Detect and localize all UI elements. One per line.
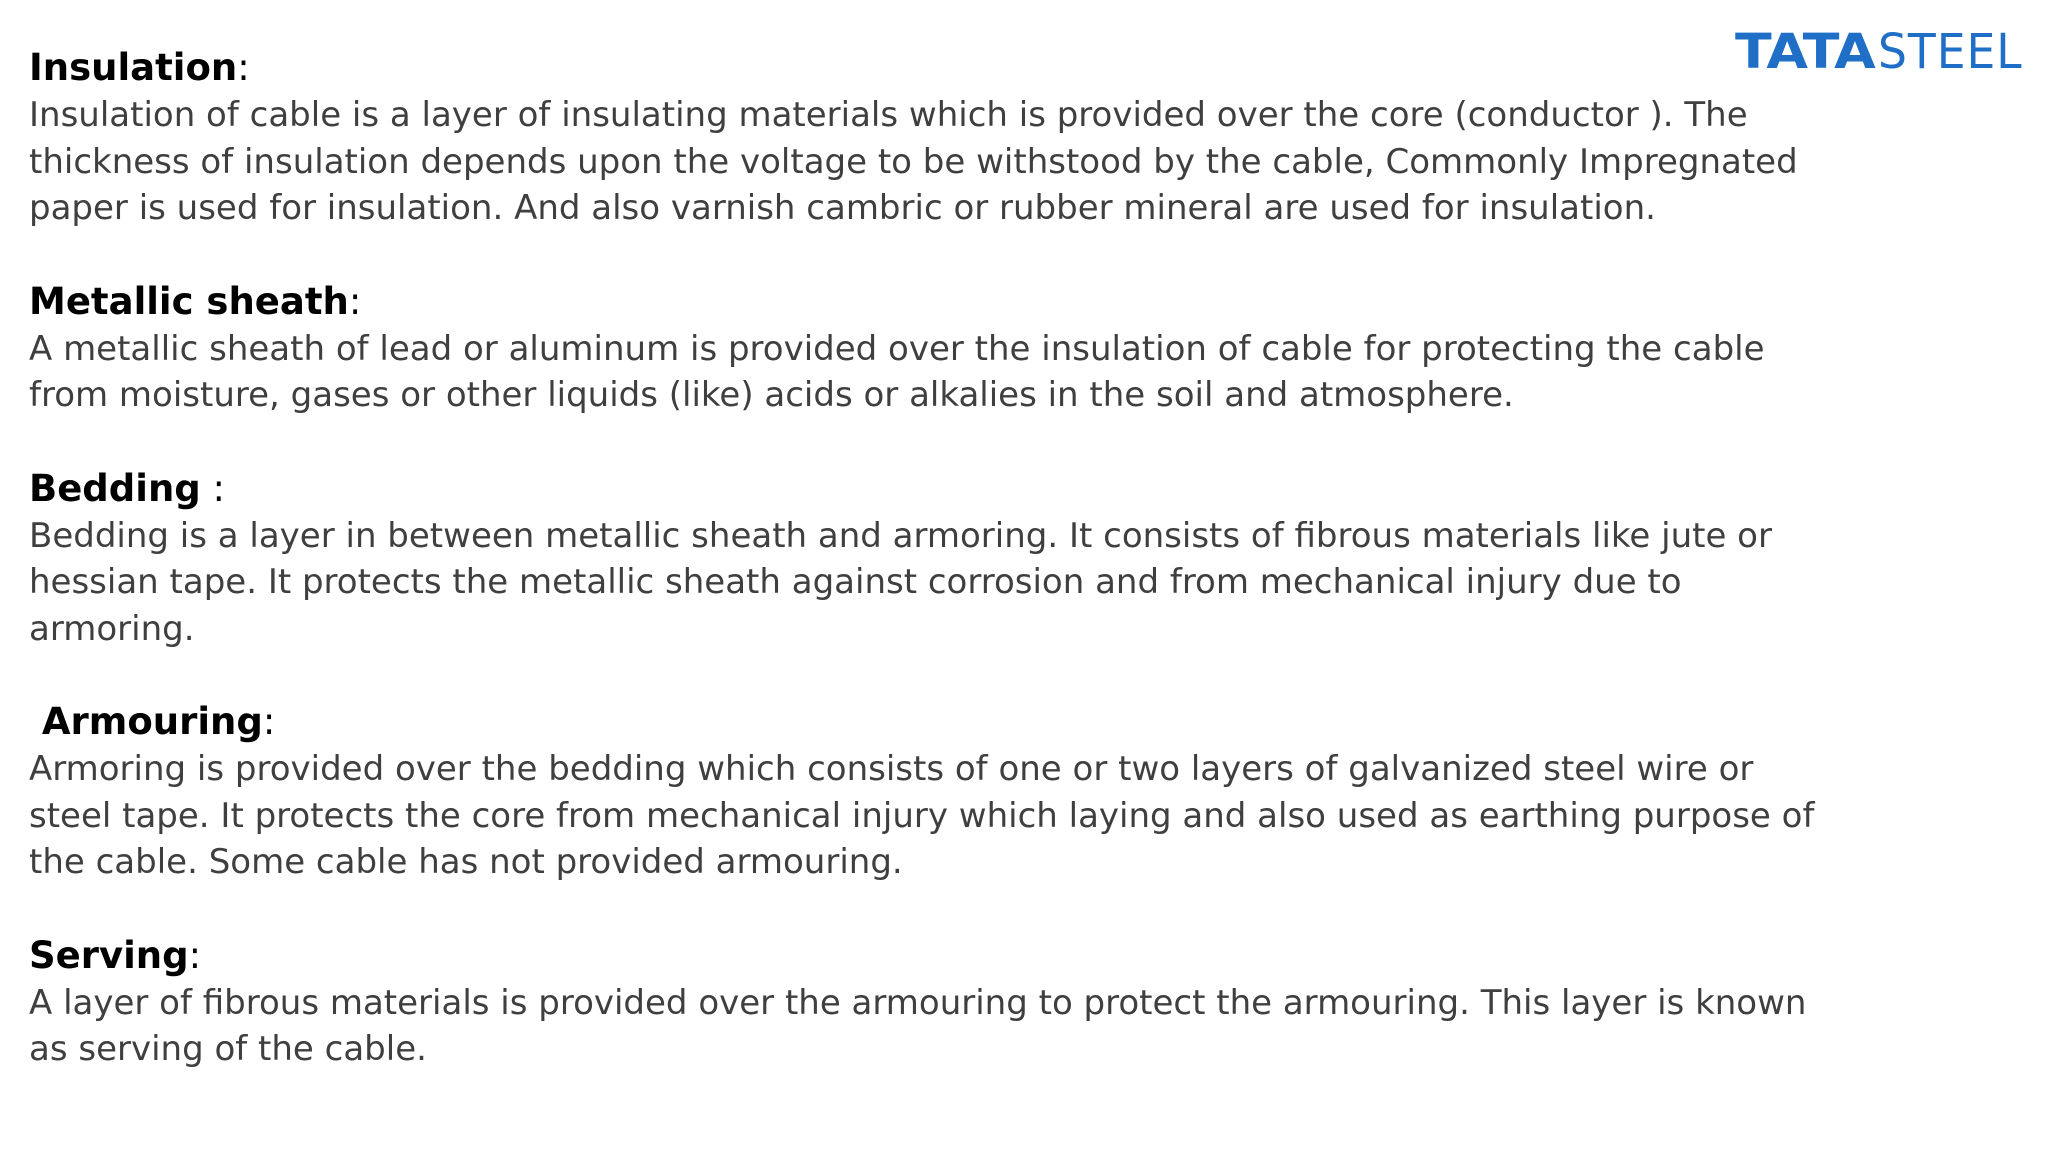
section-armouring xyxy=(29,698,1819,886)
section-metallic-sheath xyxy=(29,278,1819,419)
section-bedding xyxy=(29,465,1819,653)
section-heading xyxy=(29,465,1819,513)
heading-title: Bedding xyxy=(29,466,201,510)
logo-word-tata: TATA xyxy=(1735,24,1875,80)
section-heading xyxy=(29,932,1819,980)
section-heading xyxy=(29,44,1819,92)
heading-colon: : xyxy=(188,933,202,977)
section-body: Insulation of cable is a layer of insulating materials which is provided over the core (conductor ). The thickness of insulation depends upon the voltage to be withstood by the cable, Commonly Impregnated paper is used for insulation. And also varnish cambric or rubber mineral are used for insulation. xyxy=(29,95,1798,228)
section-body: Bedding is a layer in between metallic sheath and armoring. It consists of fibrous materials like jute or hessian tape. It protects the metallic sheath against corrosion and from mechanical injury due to armoring. xyxy=(29,515,1772,649)
heading-colon: : xyxy=(348,279,362,323)
section-body: A metallic sheath of lead or aluminum is provided over the insulation of cable for protecting the cable from moisture, gases or other liquids (like) acids or alkalies in the soil and atmosphere. xyxy=(29,328,1765,415)
heading-title: Metallic sheath xyxy=(29,279,349,323)
section-insulation xyxy=(29,44,1819,232)
heading-colon: : xyxy=(262,700,276,743)
heading-title: Insulation xyxy=(29,46,238,89)
section-serving xyxy=(29,932,1819,1073)
heading-colon: : xyxy=(200,466,226,510)
slide-content xyxy=(29,44,1819,1119)
section-heading xyxy=(29,278,1819,326)
section-body: Armoring is provided over the bedding which consists of one or two layers of galvanized steel wire or steel tape. It protects the core from mechanical injury which laying and also used as earthing purpose of the cable. Some cable has not provided armouring. xyxy=(29,749,1815,882)
section-body: A layer of fibrous materials is provided over the armouring to protect the armouring. This layer is known as serving of the cable. xyxy=(29,982,1807,1069)
logo-word-steel: STEEL xyxy=(1877,24,2023,80)
section-heading xyxy=(29,698,1819,746)
heading-title: Armouring xyxy=(29,700,263,743)
heading-title: Serving xyxy=(29,933,189,977)
heading-colon: : xyxy=(237,46,250,89)
